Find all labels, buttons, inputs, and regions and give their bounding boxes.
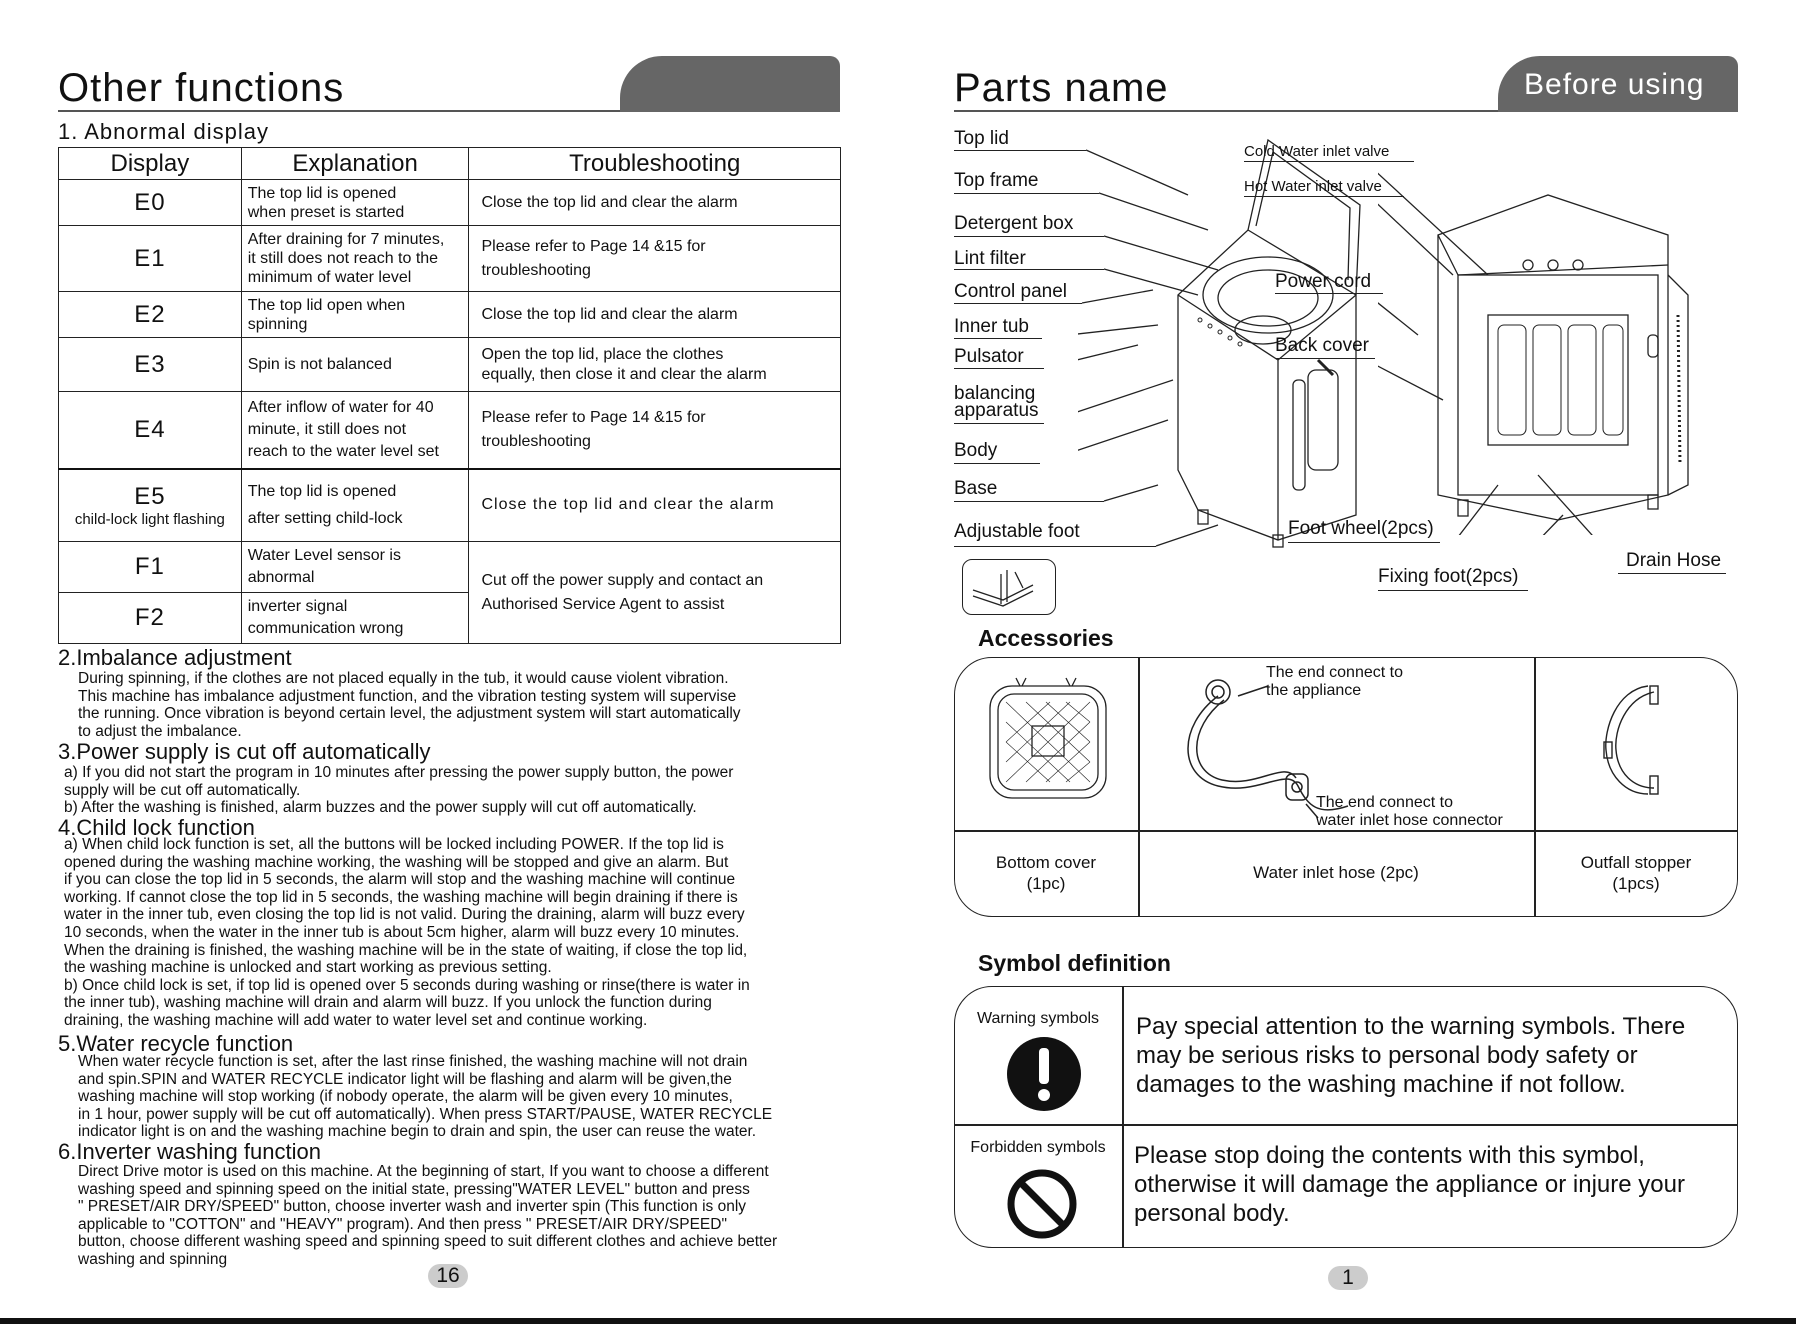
error-code: E5 bbox=[134, 482, 166, 510]
error-explanation: inverter signal communication wrong bbox=[241, 593, 469, 644]
label-rule bbox=[1288, 542, 1440, 543]
error-code: E1 bbox=[59, 226, 242, 292]
table-row bbox=[59, 292, 841, 338]
part-label-detergent-box: Detergent box bbox=[954, 213, 1074, 234]
section-body: a) When child lock function is set, all the buttons will be locked including POWER. If the top lid is opened during the washing machine working, the washing will be stopped and give an alarm. But if you can close the top lid in 5 seconds, the alarm will stop and the washing machine will continue working. If cannot close the top lid in 5 seconds, the washing machine will begin draining if there is water in the inner tub, even closing the top lid is not valid. During the draining, alarm will buzz every 10 seconds, when the water in the inner tub is about 5cm higher, alarm will buzz every 10 minutes. When the draining is finished, the washing machine will be in the state of waiting, if close the top lid, the washing machine is unlocked and start working as previous setting. b) Once child lock is set, if top lid is opened over 5 seconds during washing or rinse(there is water in the inner tub), washing machine will drain and alarm will buzz. If you unlock the function during draining, the washing machine will add water to water level set and continue working. bbox=[64, 836, 750, 1029]
error-explanation: The top lid is opened after setting child-lock bbox=[241, 469, 469, 542]
section-title: 4.Child lock function bbox=[58, 815, 255, 840]
page-title: Parts name bbox=[954, 66, 1169, 110]
warning-icon bbox=[1006, 1036, 1082, 1112]
label-rule bbox=[1378, 590, 1528, 591]
table-row bbox=[59, 542, 841, 593]
part-label-base: Base bbox=[954, 478, 998, 499]
part-label-control-panel: Control panel bbox=[954, 281, 1068, 302]
table-row bbox=[59, 226, 841, 292]
table-row bbox=[59, 338, 841, 392]
label-rule bbox=[1275, 293, 1383, 294]
error-code: E0 bbox=[59, 180, 242, 226]
accessories-divider bbox=[954, 830, 1738, 832]
part-label-lint-filter: Lint filter bbox=[954, 248, 1026, 269]
part-label-top-lid: Top lid bbox=[954, 128, 1009, 149]
error-code: E2 bbox=[59, 292, 242, 338]
right-page bbox=[898, 0, 1796, 1324]
forbidden-symbols-label: Forbidden symbols bbox=[970, 1139, 1106, 1156]
part-label-power-cord: Power cord bbox=[1275, 271, 1372, 292]
section-body: a) If you did not start the program in 10 minutes after pressing the power supply button, the power supply will be cut off automatically. b) After the washing is finished, alarm buzzes and the power supply will cut off automatically. bbox=[64, 764, 734, 817]
label-rule bbox=[1244, 196, 1404, 197]
warning-symbols-label: Warning symbols bbox=[976, 1010, 1100, 1027]
accessory-caption-outfall-stopper: Outfall stopper (1pcs) bbox=[1580, 853, 1692, 893]
header-tab: Before using bbox=[1498, 56, 1738, 112]
part-label-hot-water-inlet-valve: Hot Water inlet valve bbox=[1244, 178, 1382, 195]
error-troubleshooting: Open the top lid, place the clothes equally, then close it and clear the alarm bbox=[469, 338, 841, 392]
abnormal-display-table bbox=[58, 147, 841, 644]
error-code: E3 bbox=[59, 338, 242, 392]
hose-end-connector-note: The end connect to water inlet hose connector bbox=[1316, 794, 1503, 829]
part-label-inner-tub: Inner tub bbox=[954, 316, 1029, 337]
label-rule bbox=[1275, 358, 1375, 359]
part-label-balancing-apparatus: balancing apparatus bbox=[954, 383, 1039, 421]
error-explanation: The top lid is opened when preset is started bbox=[241, 180, 469, 226]
page-title: Other functions bbox=[58, 66, 345, 110]
part-label-foot-wheel: Foot wheel(2pcs) bbox=[1288, 518, 1434, 539]
error-troubleshooting: Please refer to Page 14 &15 for troubleshooting bbox=[469, 392, 841, 469]
label-rule bbox=[1244, 161, 1414, 162]
table-row bbox=[59, 469, 841, 542]
label-rule bbox=[954, 368, 1044, 369]
label-rule bbox=[954, 303, 1082, 304]
error-explanation: After inflow of water for 40 minute, it still does not reach to the water level set bbox=[241, 392, 469, 469]
error-explanation: The top lid open when spinning bbox=[241, 292, 469, 338]
symbol-divider bbox=[1122, 986, 1124, 1248]
column-header: Explanation bbox=[241, 148, 469, 180]
page-number: 16 bbox=[428, 1264, 468, 1288]
hose-end-appliance-note: The end connect to the appliance bbox=[1266, 664, 1403, 699]
section-title: 3.Power supply is cut off automatically bbox=[58, 739, 431, 764]
header-tab bbox=[620, 56, 840, 112]
foot-detail-inset bbox=[962, 559, 1056, 615]
part-label-cold-water-inlet-valve: Cold Water inlet valve bbox=[1244, 143, 1390, 160]
section-body: During spinning, if the clothes are not placed equally in the tub, it would cause violent vibration. This machine has imbalance adjustment function, and the vibration testing system will supervise the running. Once vibration is beyond certain level, the adjustment system will start automatically to adjust the imbalance. bbox=[78, 670, 741, 740]
error-code: E4 bbox=[59, 392, 242, 469]
bottom-cover-illustration bbox=[986, 668, 1110, 802]
part-label-top-frame: Top frame bbox=[954, 170, 1039, 191]
outfall-stopper-illustration bbox=[1596, 680, 1676, 800]
accessory-caption-bottom-cover: Bottom cover (1pc) bbox=[995, 853, 1097, 893]
warning-symbols-text: Pay special attention to the warning symbols. There may be serious risks to personal body safety or damages to the washing machine if not follow. bbox=[1136, 1013, 1686, 1098]
error-troubleshooting: Close the top lid and clear the alarm bbox=[469, 292, 841, 338]
error-troubleshooting: Close the top lid and clear the alarm bbox=[469, 180, 841, 226]
part-label-drain-hose: Drain Hose bbox=[1626, 550, 1722, 571]
section-title: 6.Inverter washing function bbox=[58, 1139, 321, 1164]
section-body: Direct Drive motor is used on this machine. At the beginning of start, If you want to choose a different washing speed and spinning speed on the initial state, pressing"WATER LEVEL" button and press " PRESET/AIR DRY/SPEED" button, choose inverter wash and inverter spin (This function is only applicable to "COTTON" and "HEAVY" program). And then press " PRESET/AIR DRY/SPEED" button, choose different washing speed and spinning speed to suit different clothes and achieve better washing and spinning bbox=[78, 1163, 778, 1268]
part-label-back-cover: Back cover bbox=[1275, 335, 1369, 356]
symbol-definition-title: Symbol definition bbox=[978, 950, 1171, 976]
error-explanation: Water Level sensor is abnormal bbox=[241, 542, 469, 593]
label-rule bbox=[954, 423, 1044, 424]
label-rule bbox=[954, 150, 1086, 151]
column-header: Troubleshooting bbox=[469, 148, 841, 180]
error-explanation: After draining for 7 minutes, it still does not reach to the minimum of water level bbox=[241, 226, 469, 292]
error-troubleshooting: Please refer to Page 14 &15 for troubleshooting bbox=[469, 226, 841, 292]
part-label-fixing-foot: Fixing foot(2pcs) bbox=[1378, 566, 1519, 587]
bottom-border bbox=[0, 1318, 1796, 1324]
table-header-row bbox=[59, 148, 841, 180]
column-header: Display bbox=[59, 148, 242, 180]
label-rule bbox=[954, 338, 1042, 339]
page-number: 1 bbox=[1328, 1266, 1368, 1290]
washer-back-illustration bbox=[1378, 165, 1698, 535]
error-explanation: Spin is not balanced bbox=[241, 338, 469, 392]
foot-detail-icon bbox=[963, 560, 1057, 616]
accessories-title: Accessories bbox=[978, 625, 1114, 651]
table-row bbox=[59, 180, 841, 226]
error-code-note: child-lock light flashing bbox=[74, 510, 225, 528]
error-troubleshooting: Cut off the power supply and contact an Authorised Service Agent to assist bbox=[469, 542, 841, 644]
error-code: F2 bbox=[59, 593, 242, 644]
forbidden-symbols-text: Please stop doing the contents with this symbol, otherwise it will damage the appliance or injure your personal body. bbox=[1134, 1142, 1685, 1227]
error-troubleshooting: Close the top lid and clear the alarm bbox=[469, 469, 841, 542]
error-code-cell bbox=[59, 469, 242, 542]
label-rule bbox=[1618, 573, 1726, 574]
error-code: F1 bbox=[59, 542, 242, 593]
forbidden-icon bbox=[1006, 1168, 1078, 1240]
section-title-abnormal-display: 1. Abnormal display bbox=[58, 119, 269, 144]
symbol-divider bbox=[954, 1124, 1738, 1126]
table-row bbox=[59, 392, 841, 469]
section-body: When water recycle function is set, after the last rinse finished, the washing machine will not drain and spin.SPIN and WATER RECYCLE indicator light will be flashing and alarm will be given,the washing machine will stop working (if nobody operate, the alarm will be given every 10 minutes, in 1 hour, power supply will be cut off automatically). When press START/PAUSE, WATER RECYCLE indicator light is on and the washing machine begin to drain and spin, the user can reuse the water. bbox=[78, 1053, 773, 1141]
part-label-pulsator: Pulsator bbox=[954, 346, 1024, 367]
section-title: 2.Imbalance adjustment bbox=[58, 645, 292, 670]
part-label-body: Body bbox=[954, 440, 998, 461]
part-label-adjustable-foot: Adjustable foot bbox=[954, 521, 1080, 542]
section-title: 5.Water recycle function bbox=[58, 1031, 294, 1056]
label-rule bbox=[954, 463, 1040, 464]
accessory-caption-water-inlet-hose: Water inlet hose (2pc) bbox=[1253, 863, 1419, 882]
